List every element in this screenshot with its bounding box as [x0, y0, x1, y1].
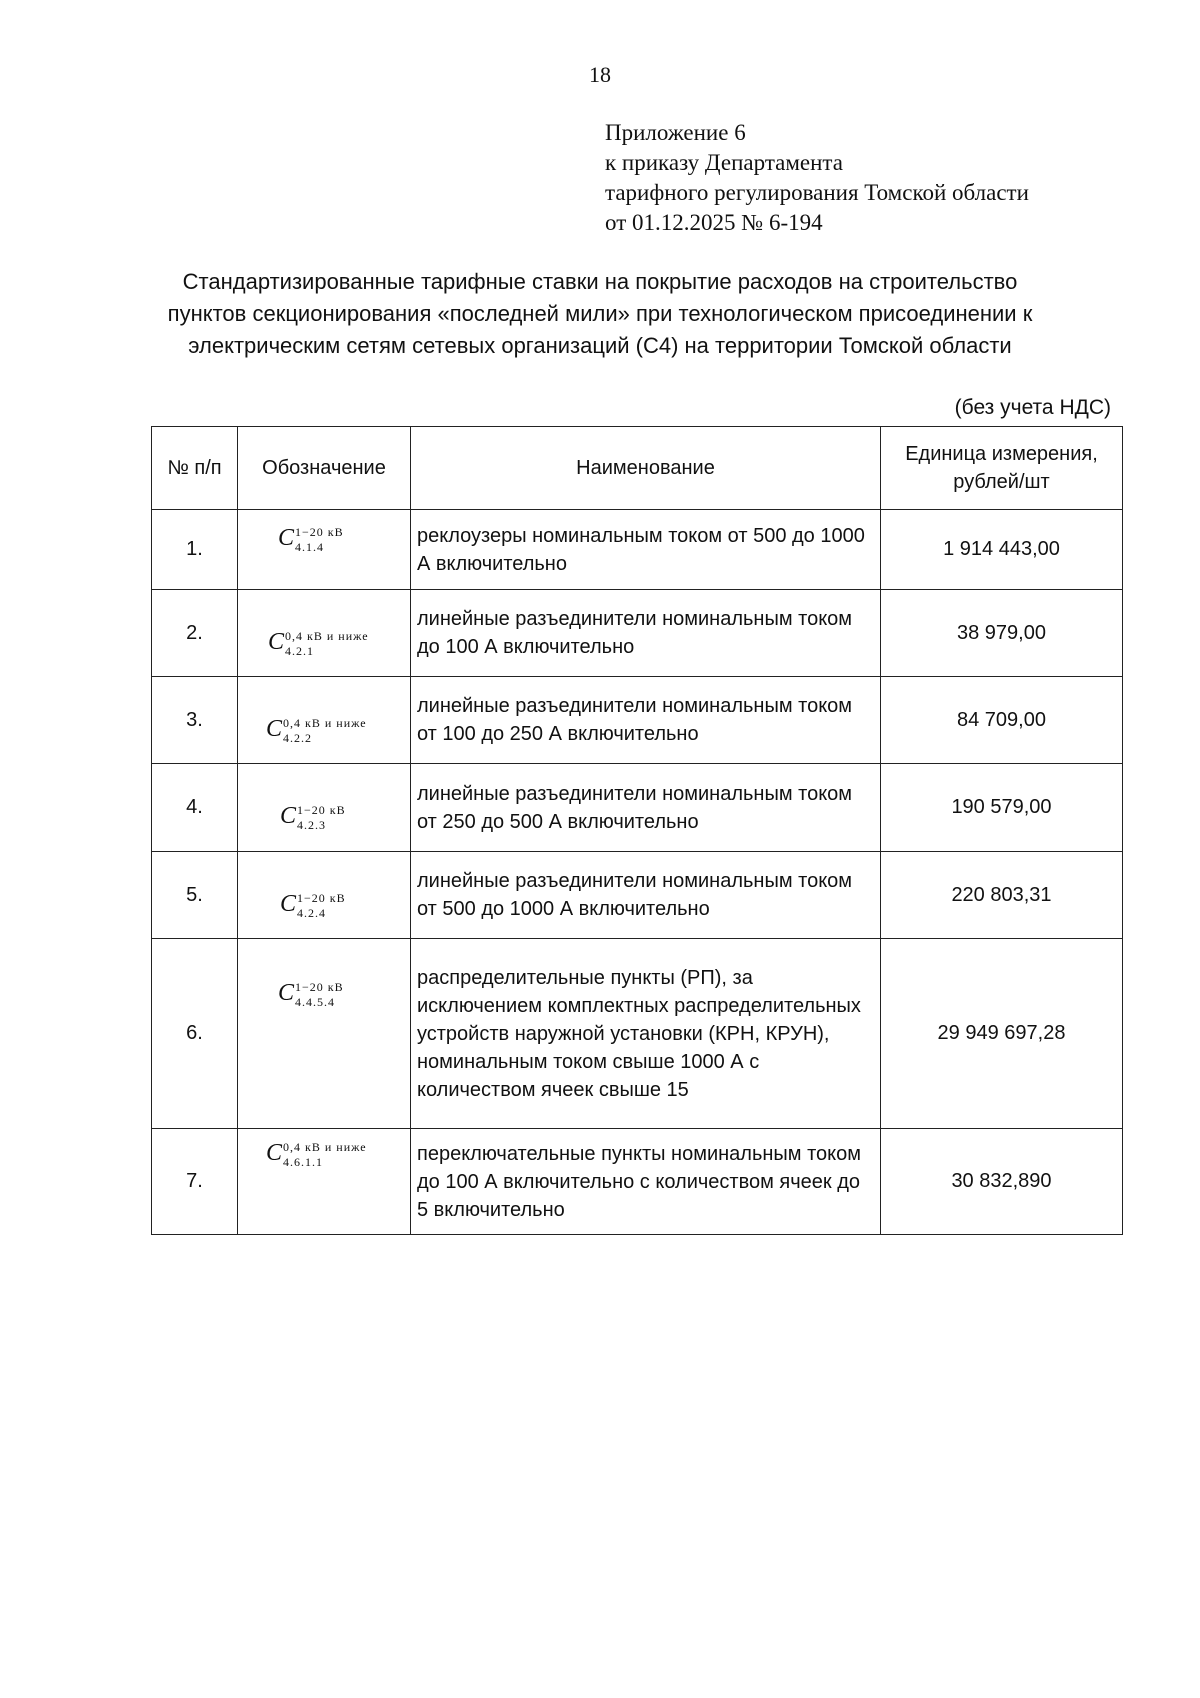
row-value: 1 914 443,00: [881, 510, 1123, 590]
symbol-sub: 4.2.3: [297, 818, 327, 832]
row-code: [238, 677, 411, 764]
tariff-symbol: [280, 804, 346, 831]
row-num: 4.: [152, 764, 238, 852]
row-code: [238, 1129, 411, 1235]
symbol-sup: 0,4 кВ и ниже: [285, 629, 369, 643]
header-num: № п/п: [152, 427, 238, 510]
title-line: пунктов секционирования «последней мили» при технологическом присоединении к: [167, 301, 1033, 326]
row-name: реклоузеры номинальным током от 500 до 1000 А включительно: [411, 510, 881, 590]
row-num: 1.: [152, 510, 238, 590]
table-row: [152, 939, 1123, 1129]
tariff-symbol: [278, 526, 344, 553]
symbol-sup: 1−20 кВ: [295, 980, 344, 994]
row-code: [238, 764, 411, 852]
row-code: [238, 939, 411, 1129]
row-name: линейные разъединители номинальным током от 250 до 500 А включительно: [411, 764, 881, 852]
symbol-letter: C: [280, 803, 297, 829]
tariff-table: [151, 426, 1123, 1235]
vat-note: (без учета НДС): [954, 396, 1111, 419]
symbol-sub: 4.4.5.4: [295, 995, 336, 1009]
row-value: 190 579,00: [881, 764, 1123, 852]
row-code: [238, 852, 411, 939]
symbol-sub: 4.1.4: [295, 540, 325, 554]
header-name: Наименование: [411, 427, 881, 510]
row-code: [238, 590, 411, 677]
tariff-symbol: [266, 717, 367, 744]
tariff-symbol: [278, 981, 344, 1008]
row-code: [238, 510, 411, 590]
symbol-letter: C: [268, 629, 285, 655]
tariff-symbol: [266, 1141, 367, 1168]
table-row: [152, 677, 1123, 764]
symbol-sup: 1−20 кВ: [295, 525, 344, 539]
symbol-sub: 4.2.2: [283, 731, 313, 745]
symbol-letter: C: [266, 1140, 283, 1166]
row-num: 3.: [152, 677, 238, 764]
appendix-line: тарифного регулирования Томской области: [605, 180, 1029, 205]
symbol-sub: 4.6.1.1: [283, 1155, 324, 1169]
symbol-letter: C: [278, 525, 295, 551]
table-row: [152, 590, 1123, 677]
row-name: линейные разъединители номинальным током до 100 А включительно: [411, 590, 881, 677]
symbol-sup: 0,4 кВ и ниже: [283, 716, 367, 730]
symbol-sup: 0,4 кВ и ниже: [283, 1140, 367, 1154]
table-row: [152, 1129, 1123, 1235]
row-num: 5.: [152, 852, 238, 939]
title-line: электрическим сетям сетевых организаций (С4) на территории Томской области: [188, 333, 1012, 358]
row-num: 7.: [152, 1129, 238, 1235]
row-value: 30 832,890: [881, 1129, 1123, 1235]
row-name: переключательные пункты номинальным током до 100 А включительно с количеством ячеек до 5 включительно: [411, 1129, 881, 1235]
table-row: [152, 510, 1123, 590]
symbol-letter: C: [280, 891, 297, 917]
table-row: [152, 764, 1123, 852]
page-number: 18: [589, 62, 611, 87]
row-value: 84 709,00: [881, 677, 1123, 764]
row-num: 6.: [152, 939, 238, 1129]
appendix-line: от 01.12.2025 № 6-194: [605, 210, 823, 235]
row-value: 38 979,00: [881, 590, 1123, 677]
row-num: 2.: [152, 590, 238, 677]
symbol-sup: 1−20 кВ: [297, 891, 346, 905]
symbol-sub: 4.2.1: [285, 644, 315, 658]
symbol-letter: C: [266, 716, 283, 742]
row-name: распределительные пункты (РП), за исключением комплектных распределительных устройств наружной установки (КРН, КРУН), номинальным током свыше 1000 А с количеством ячеек свыше 15: [411, 939, 881, 1129]
document-title: [60, 266, 1140, 362]
row-value: 220 803,31: [881, 852, 1123, 939]
appendix-header: [605, 118, 1029, 238]
table-header-row: [152, 427, 1123, 510]
symbol-sup: 1−20 кВ: [297, 803, 346, 817]
row-name: линейные разъединители номинальным током от 100 до 250 А включительно: [411, 677, 881, 764]
header-unit: Единица измерения, рублей/шт: [881, 427, 1123, 510]
symbol-sub: 4.2.4: [297, 906, 327, 920]
header-code: Обозначение: [238, 427, 411, 510]
appendix-line: к приказу Департамента: [605, 150, 843, 175]
row-value: 29 949 697,28: [881, 939, 1123, 1129]
row-name: линейные разъединители номинальным током от 500 до 1000 А включительно: [411, 852, 881, 939]
tariff-symbol: [280, 892, 346, 919]
title-line: Стандартизированные тарифные ставки на покрытие расходов на строительство: [182, 269, 1018, 294]
table-row: [152, 852, 1123, 939]
symbol-letter: C: [278, 980, 295, 1006]
appendix-line: Приложение 6: [605, 120, 746, 145]
tariff-symbol: [268, 630, 369, 657]
